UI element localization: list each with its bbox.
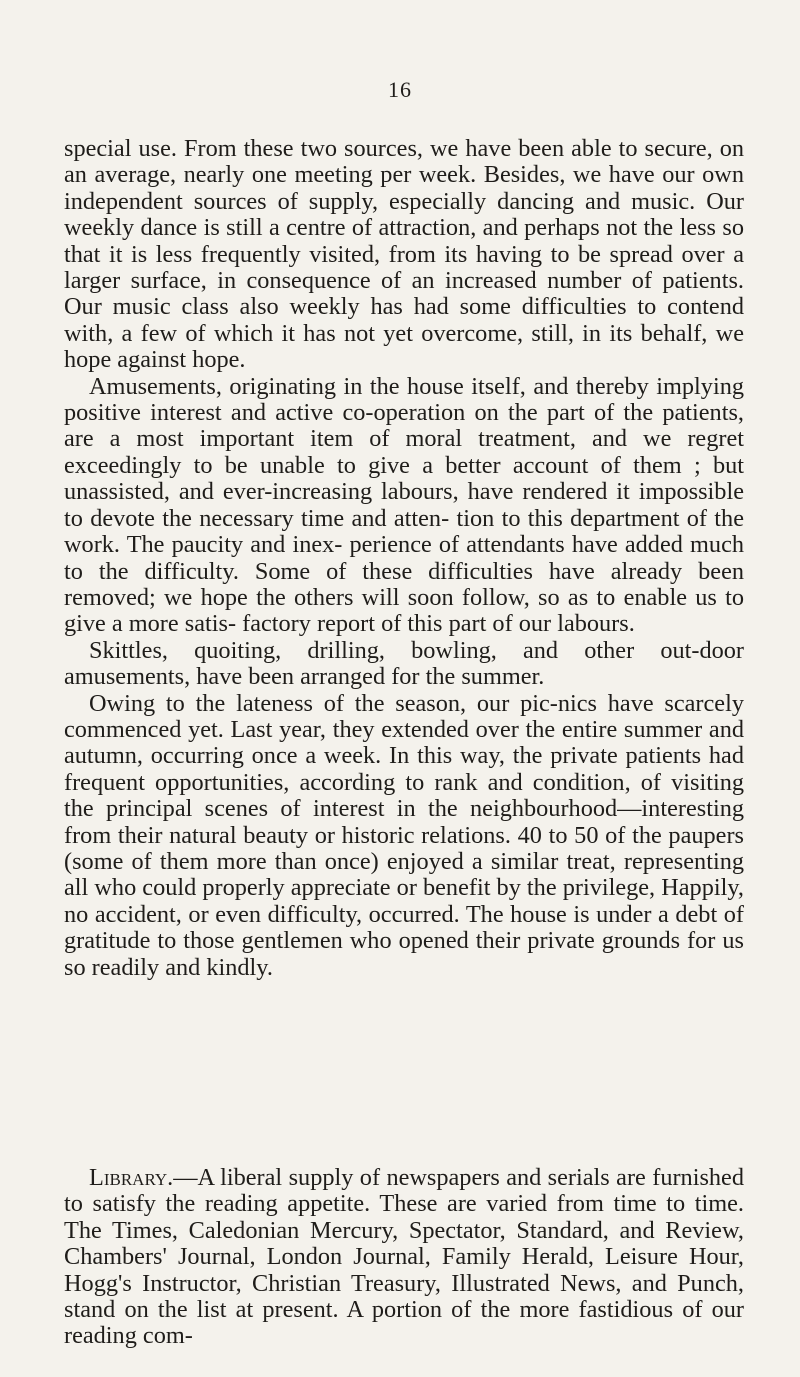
paragraph-4: Owing to the lateness of the season, our pic-nics have scarcely commenced yet. Last year, they extended over the entire summer and autumn, occurring once a week. In this way, the private patients had frequent opportunities, according to rank and condition, of visiting the principal scenes of interest in the neighbourhood—interesting from their natural beauty or historic relations. 40 to 50 of the paupers (some of them more than once) enjoyed a similar treat, representing all who could properly appreciate or benefit by the privilege, Happily, no accident, or even difficulty, occurred. The house is under a debt of gratitude to those gentlemen who opened their private grounds for us so readily and kindly. — [64, 689, 744, 981]
library-paragraph — [64, 1165, 744, 1350]
paragraph-3: Skittles, quoiting, drilling, bowling, and other out-door amusements, have been arranged for the summer. — [64, 636, 744, 691]
page-number: 16 — [388, 77, 412, 102]
library-section — [64, 1165, 744, 1350]
paragraph-1: special use. From these two sources, we have been able to secure, on an average, nearly one meeting per week. Besides, we have our own independent sources of supply, especially dancing and music. Our weekly dance is still a centre of attraction, and perhaps not the less so that it is less frequently visited, from its having to be spread over a larger surface, in consequence of an increased number of patients. Our music class also weekly has had some difficulties to contend with, a few of which it has not yet overcome, still, in its behalf, we hope against hope. — [64, 135, 744, 374]
paragraph-2: Amusements, originating in the house itself, and thereby implying positive interest and active co-operation on the part of the patients, are a most important item of moral treatment, and we regret exceedingly to be unable to give a better account of them ; but unassisted, and ever-increasing labours, have rendered it impossible to devote the necessary time and atten- tion to this department of the work. The paucity and inex- perience of attendants have added much to the difficulty. Some of these difficulties have already been removed; we hope the others will soon follow, so as to enable us to give a more satis- factory report of this part of our labours. — [64, 372, 744, 638]
main-text-block — [64, 136, 744, 981]
library-text: —A liberal supply of newspapers and serials are furnished to satisfy the reading appetite. These are varied from time to time. The Times, Caledonian Mercury, Spectator, Standard, and Review, Chambers' Journal, London Journal, Family Herald, Leisure Hour, Hogg's Instructor, Christian Treasury, Illustrated News, and Punch, stand on the list at present. A portion of the more fastidious of our reading com- — [64, 1164, 744, 1350]
library-heading: Library. — [89, 1164, 174, 1191]
